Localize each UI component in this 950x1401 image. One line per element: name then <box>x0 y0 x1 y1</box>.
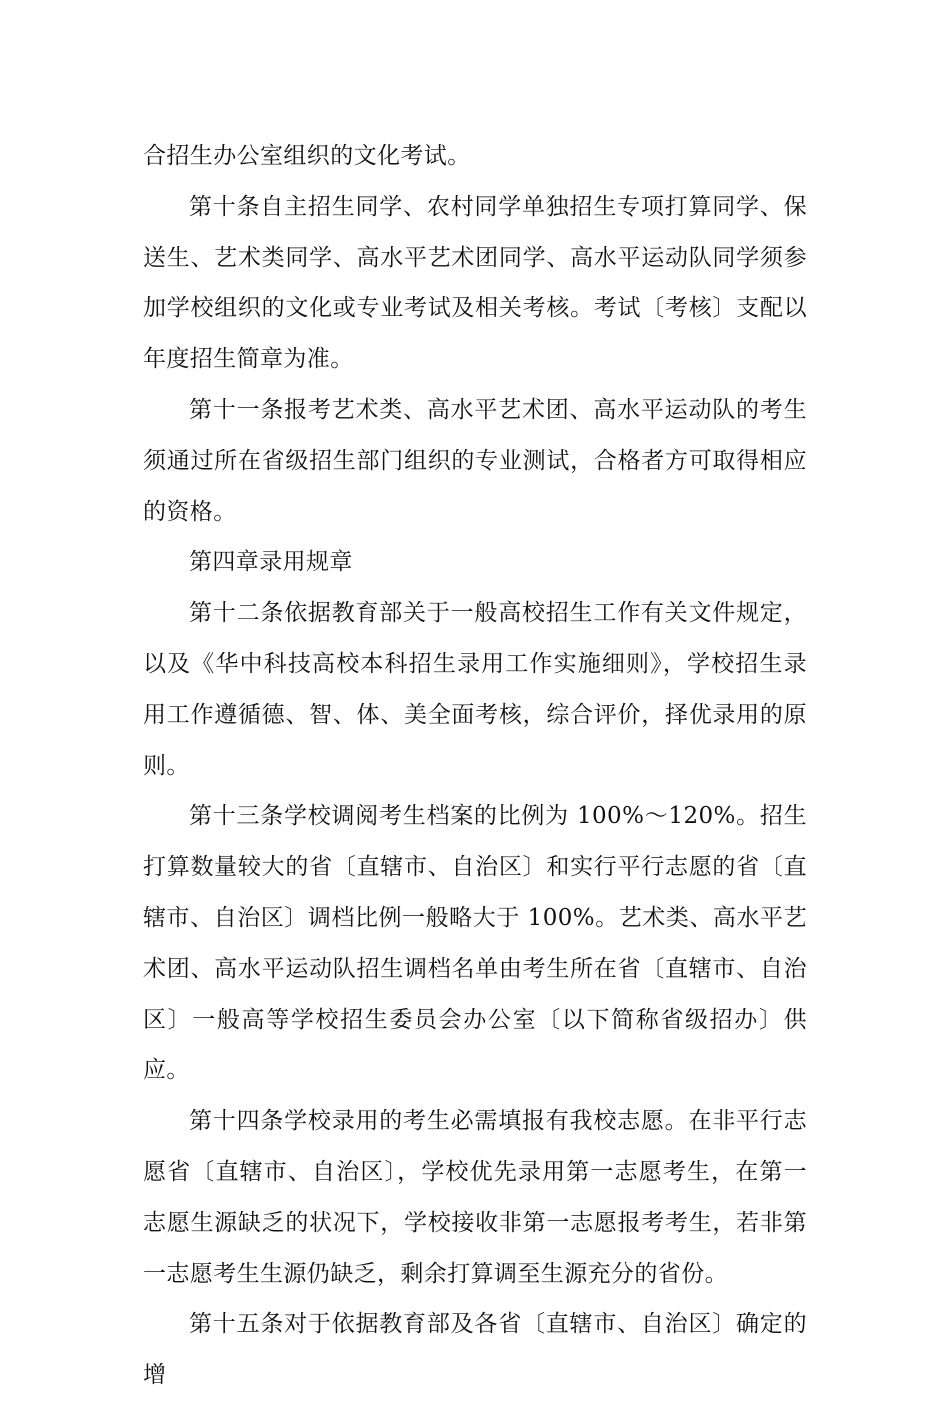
paragraph-article-13: 第十三条学校调阅考生档案的比例为 100%～120%。招生打算数量较大的省〔直辖市、自治区〕和实行平行志愿的省〔直辖市、自治区〕调档比例一般略大于 100%。艺术类、高水平艺术团、高水平运动队招生调档名单由考生所在省〔直辖市、自治区〕一般高等学校招生委员会办公室〔以下简称省级招办〕供应。 <box>143 803 807 1084</box>
paragraph-article-10: 第十条自主招生同学、农村同学单独招生专项打算同学、保送生、艺术类同学、高水平艺术团同学、高水平运动队同学须参加学校组织的文化或专业考试及相关考核。考试〔考核〕支配以年度招生简章为准。 <box>143 193 807 373</box>
paragraph-article-14: 第十四条学校录用的考生必需填报有我校志愿。在非平行志愿省〔直辖市、自治区〕，学校优先录用第一志愿考生，在第一志愿生源缺乏的状况下，学校接收非第一志愿报考考生，若非第一志愿考生生源仍缺乏，剩余打算调至生源充分的省份。 <box>143 1108 807 1287</box>
chapter-heading: 第四章录用规章 <box>189 549 353 576</box>
paragraph-article-15: 第十五条对于依据教育部及各省〔直辖市、自治区〕确定的增 <box>143 1311 807 1389</box>
paragraph-continuation: 合招生办公室组织的文化考试。 <box>143 143 471 169</box>
document-body <box>143 131 807 1401</box>
paragraph-article-11: 第十一条报考艺术类、高水平艺术团、高水平运动队的考生须通过所在省级招生部门组织的专业测试，合格者方可取得相应的资格。 <box>143 396 807 525</box>
paragraph-article-12: 第十二条依据教育部关于一般高校招生工作有关文件规定，以及《华中科技高校本科招生录用工作实施细则》，学校招生录用工作遵循德、智、体、美全面考核，综合评价，择优录用的原则。 <box>143 600 807 779</box>
